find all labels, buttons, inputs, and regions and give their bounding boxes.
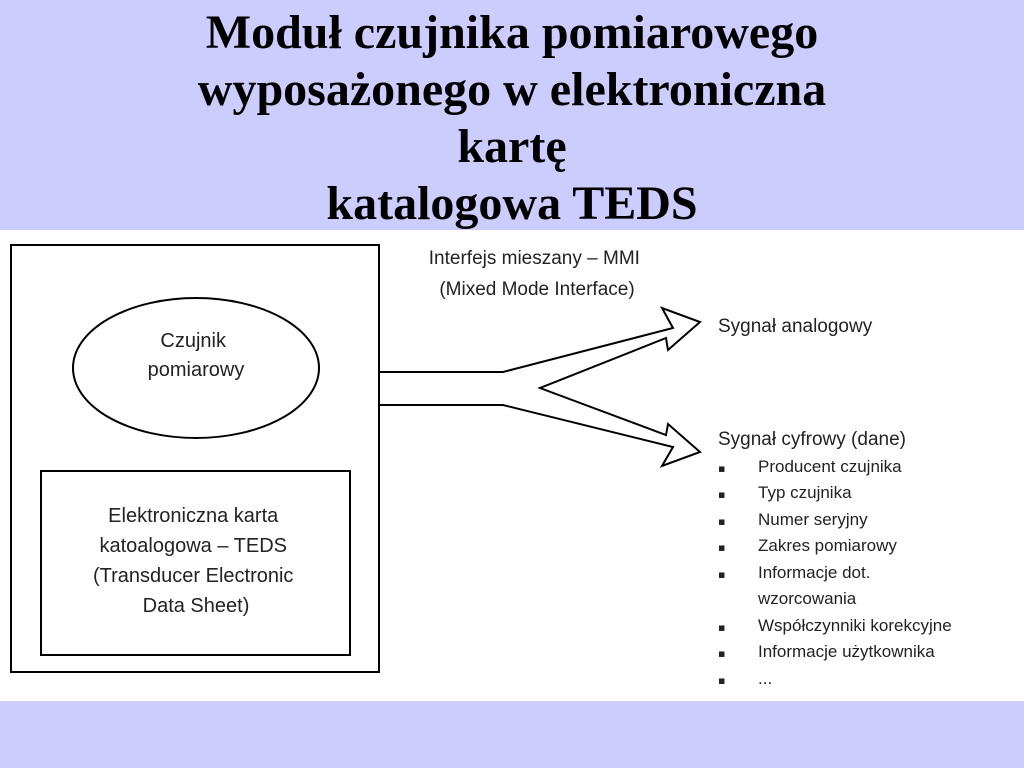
bullet-icon: ▪ (718, 568, 726, 581)
list-item (718, 669, 772, 688)
bullet-icon: ▪ (718, 488, 726, 501)
list-item (718, 616, 952, 635)
analog-output-label: Sygnał analogowy (718, 316, 873, 337)
bullet-icon: ▪ (718, 541, 726, 554)
digital-data-list (718, 457, 952, 688)
list-item-text: Zakres pomiarowy (758, 536, 897, 555)
list-item-text: Informacje użytkownika (758, 642, 935, 661)
teds-box (41, 471, 350, 655)
interface-label (429, 248, 645, 300)
teds-label-line: Elektroniczna karta (108, 505, 279, 527)
sensor-label-line: Czujnik (160, 330, 227, 352)
title-line: Moduł czujnika pomiarowego (205, 6, 819, 59)
bullet-icon: ▪ (718, 621, 726, 634)
title-line: katalogowa TEDS (326, 177, 698, 230)
list-item-text: Producent czujnika (758, 457, 902, 476)
list-item-text-line: wzorcowania (758, 589, 857, 608)
teds-label-line: katoalogowa – TEDS (99, 535, 287, 557)
interface-label-line: (Mixed Mode Interface) (439, 279, 635, 300)
list-item-text: Typ czujnika (758, 483, 852, 502)
title-line: kartę (457, 120, 567, 173)
list-item-text: ... (758, 669, 773, 688)
bullet-icon: ▪ (718, 462, 726, 475)
slide-title (0, 4, 1024, 232)
list-item-text: Numer seryjny (758, 510, 868, 529)
list-item-text-line: Informacje dot. (758, 563, 871, 582)
list-item (718, 483, 852, 502)
mmi-split-arrow (380, 308, 700, 466)
sensor-label-line: pomiarowy (147, 359, 245, 381)
diagram-panel (0, 230, 1024, 701)
digital-output-label: Sygnał cyfrowy (dane) (718, 429, 906, 450)
list-item (718, 563, 875, 608)
bullet-icon: ▪ (718, 515, 726, 528)
title-line: wyposażonego w elektroniczna (197, 63, 827, 116)
list-item-text: Współczynniki korekcyjne (758, 616, 952, 635)
teds-label-line: (Transducer Electronic (92, 565, 294, 587)
list-item (718, 510, 868, 529)
list-item-text (757, 563, 875, 608)
list-item (718, 457, 902, 476)
list-item (718, 642, 935, 661)
list-item (718, 536, 897, 555)
bullet-icon: ▪ (718, 674, 726, 687)
teds-label-line: Data Sheet) (142, 595, 250, 617)
interface-label-line: Interfejs mieszany – MMI (428, 248, 640, 269)
teds-module-diagram (0, 230, 1024, 701)
bullet-icon: ▪ (718, 647, 726, 660)
